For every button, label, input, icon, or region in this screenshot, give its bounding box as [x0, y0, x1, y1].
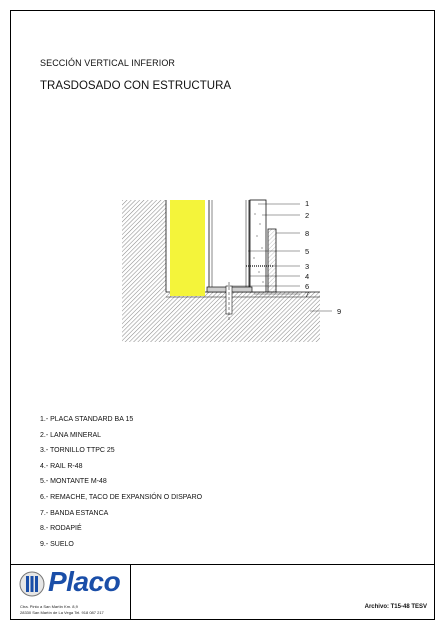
legend-item: 8.- RODAPIÉ	[40, 525, 82, 533]
legend-item: 2.- LANA MINERAL	[40, 431, 102, 439]
placo-logo-mark-icon	[18, 570, 46, 598]
existing-wall	[122, 200, 166, 292]
legend-item: 3.- TORNILLO TTPC 25	[40, 447, 115, 455]
callout-7: 7	[305, 290, 310, 299]
callout-8: 8	[305, 229, 310, 238]
callout-4: 4	[305, 272, 310, 281]
legend-item: 4.- RAIL R-48	[40, 462, 83, 470]
callout-1: 1	[305, 199, 310, 208]
mineral-wool	[170, 200, 205, 296]
callout-2: 2	[305, 211, 310, 220]
address-line-2: 28330 San Martín de La Vega Tel. 918 087 217	[20, 610, 104, 615]
floor-slab	[122, 292, 320, 342]
legend-item: 6.- REMACHE, TACO DE EXPANSIÓN O DISPARO	[40, 493, 203, 501]
footer-divider	[10, 564, 435, 565]
skirting-board	[268, 229, 276, 292]
callout-5: 5	[305, 247, 310, 256]
archive-code: Archivo: T15-48 TESV	[364, 604, 427, 610]
callout-9: 9	[337, 307, 342, 316]
legend-list	[40, 412, 202, 552]
section-title: SECCIÓN VERTICAL INFERIOR	[40, 58, 176, 68]
legend-item: 7.- BANDA ESTANCA	[40, 509, 109, 517]
drawing-subtitle: TRASDOSADO CON ESTRUCTURA	[40, 80, 232, 92]
callout-6: 6	[305, 282, 310, 291]
address-line-1: Ctra. Pinto a San Martín Km. 8,9	[20, 604, 78, 609]
legend-item: 9.- SUELO	[40, 540, 74, 548]
legend-item: 1.- PLACA STANDARD BA 15	[40, 416, 134, 423]
plasterboard	[250, 200, 266, 292]
brand-logo-text: Placo	[48, 566, 121, 597]
footer-vertical-divider	[130, 564, 131, 620]
callout-3: 3	[305, 262, 310, 271]
legend-item: 5.- MONTANTE M-48	[40, 478, 107, 486]
